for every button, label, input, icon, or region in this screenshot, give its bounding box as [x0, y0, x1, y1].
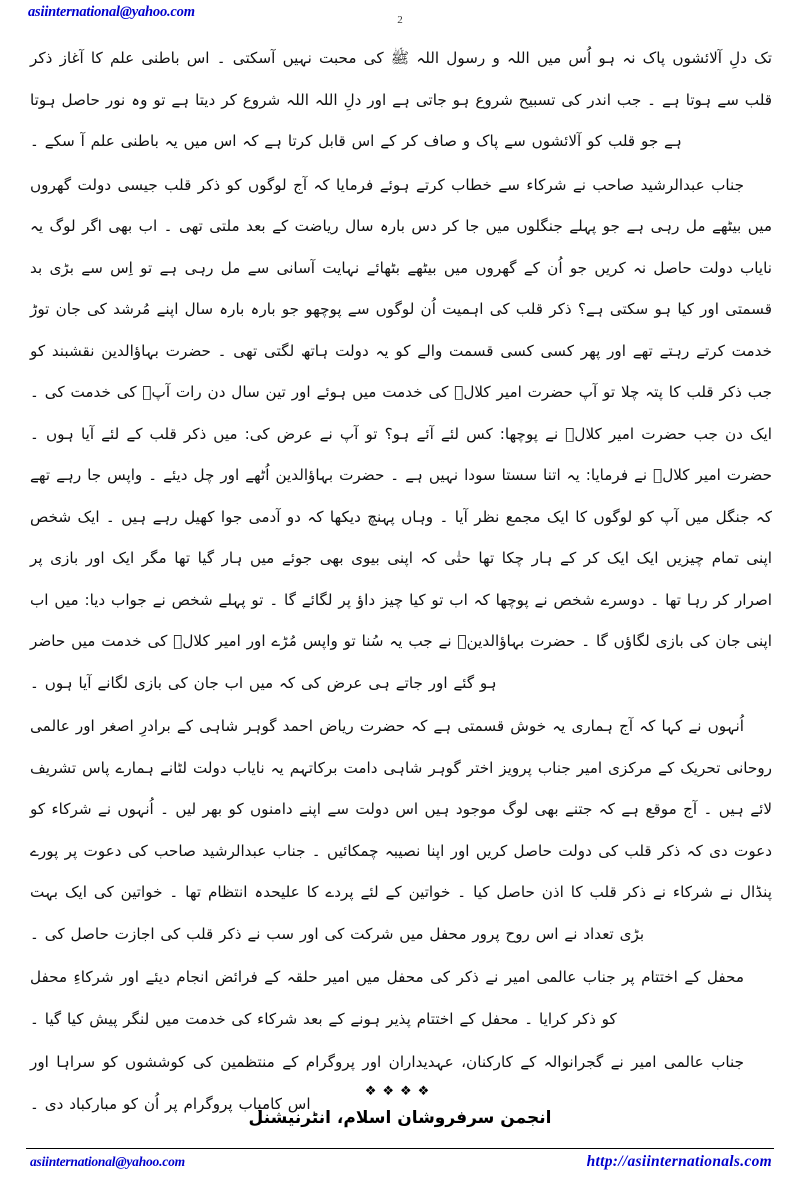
body-paragraph: جناب عبدالرشید صاحب نے شرکاء سے خطاب کرتے ہوئے فرمایا کہ آج لوگوں کو ذکر قلب جیسی دولت گھروں میں بیٹھے مل رہی ہے جو پہلے جنگلوں میں جا کر دس بارہ سال ریاضت کے بعد ملتی تھی ۔ اب بھی اگر لوگ یہ نایاب دولت حاصل نہ کریں جو اُن کے گھروں میں بیٹھے بٹھائے نہایت آسانی سے مل رہی ہے تو اِس سے بڑی بد قسمتی اور کیا ہو سکتی ہے؟ ذکر قلب کی اہمیت اُن لوگوں سے پوچھو جو بارہ بارہ سال اپنے مُرشد کی جان توڑ خدمت کرتے رہتے تھے اور پھر کسی کسی قسمت والے کو یہ دولت ہاتھ لگتی تھی ۔ حضرت بہاؤالدین نقشبند کو جب ذکر قلب کا پتہ چلا تو آپ حضرت امیر کلالؒ کی خدمت میں ہوئے اور تین سال دن رات آپؒ کی خدمت کی ۔ ایک دن جب حضرت امیر کلالؒ نے پوچھا: کس لئے آئے ہو؟ تو آپ نے عرض کی: میں ذکر قلب کے لئے آیا ہوں ۔ حضرت امیر کلالؒ نے فرمایا: یہ اتنا سستا سودا نہیں ہے ۔ حضرت بہاؤالدین اُٹھے اور چل دیئے ۔ واپس جا رہے تھے کہ جنگل میں آپ کو لوگوں کا ایک مجمع نظر آیا ۔ وہاں پہنچ دیکھا کہ دو آدمی جوا کھیل رہے ہیں ۔ ایک شخص اپنی تمام چیزیں ایک ایک کر کے ہار چکا تھا حتٰی کہ اپنی بیوی بھی جوئے میں ہار گیا تھا مگر ایک اور بازی پر اصرار کر رہا تھا ۔ دوسرے شخص نے پوچھا کہ اب تو کیا چیز داؤ پر لگائے گا ۔ تو پہلے شخص نے جواب دیا: میں اب اپنی جان کی بازی لگاؤں گا ۔ حضرت بہاؤالدینؒ نے جب یہ سُنا تو واپس مُڑے اور امیر کلالؒ کی خدمت میں حاضر ہو گئے اور جاتے ہی عرض کی کہ میں اب جان کی بازی لگانے آیا ہوں ۔	[30, 175, 772, 692]
body-paragraph: محفل کے اختتام پر جناب عالمی امیر نے ذکر کی محفل میں امیر حلقہ کے فرائض انجام دیئے اور شرکاءِ محفل کو ذکر کرایا ۔ محفل کے اختتام پذیر ہونے کے بعد شرکاء کی خدمت میں لنگر پیش کیا گیا ۔	[30, 968, 744, 1028]
footer-divider	[26, 1148, 774, 1149]
footer-website-link[interactable]: http://asiinternationals.com	[586, 1153, 772, 1170]
diamond-icon: ❖	[382, 1084, 400, 1099]
diamond-icon: ❖	[400, 1084, 418, 1099]
organization-signature: انجمن سرفروشان اسلام، انٹرنیشنل	[248, 1108, 552, 1128]
page-header	[0, 2, 800, 36]
header-email-link[interactable]: asiinternational@yahoo.com	[28, 4, 195, 20]
page-number: 2	[397, 14, 403, 26]
diamond-icon: ❖	[417, 1084, 436, 1099]
ornament-divider	[0, 1085, 800, 1099]
body-paragraph: اُنہوں نے کہا کہ آج ہماری یہ خوش قسمتی ہے کہ حضرت ریاض احمد گوہر شاہی کے برادرِ اصغر اور عالمی روحانی تحریک کے مرکزی امیر جناب پرویز اختر گوہر شاہی دامت برکاتہم یہ نایاب دولت لٹانے ہمارے پاس تشریف لائے ہیں ۔ آج موقع ہے کہ جتنے بھی لوگ موجود ہیں اس دولت سے اپنے دامنوں کو بھر لیں ۔ اُنہوں نے شرکاء کو دعوت دی کہ ذکر قلب کی دولت حاصل کریں اور اپنا نصیبہ چمکائیں ۔ جناب عبدالرشید صاحب کی دعوت پر پورے پنڈال نے شرکاء نے ذکر قلب کا اذن حاصل کیا ۔ خواتین کے لئے پردے کا علیحدہ انتظام تھا ۔ خواتین کی ایک بہت بڑی تعداد نے اس روح پرور محفل میں شرکت کی اور سب نے ذکر قلب کی اجازت حاصل کی ۔	[30, 717, 772, 943]
document-body	[30, 38, 772, 1127]
footer-row	[26, 1154, 774, 1176]
body-paragraph: جناب عالمی امیر نے گجرانوالہ کے کارکنان، عہدیداران اور پروگرام کے منتظمین کی کوششوں کو سراہا اور اس کامیاب پروگرام پر اُن کو مبارکباد دی ۔	[30, 1053, 744, 1113]
footer-email-link[interactable]: asiinternational@yahoo.com	[30, 1154, 185, 1169]
page-footer	[26, 1148, 774, 1176]
body-paragraph: تک دلِ آلائشوں پاک نہ ہو اُس میں اللہ و رسول اللہ ﷺ کی محبت نہیں آسکتی ۔ اس باطنی علم کا آغاز ذکر قلب سے ہوتا ہے ۔ جب اندر کی تسبیح شروع ہو جاتی ہے اور دلِ اللہ اللہ شروع کر دیتا ہے تو وہ نور حاصل ہوتا ہے جو قلب کو آلائشوں سے پاک و صاف کر کے اس قابل کرتا ہے کہ اس میں یہ باطنی علم آ سکے ۔	[30, 49, 772, 150]
diamond-icon: ❖	[364, 1084, 383, 1099]
